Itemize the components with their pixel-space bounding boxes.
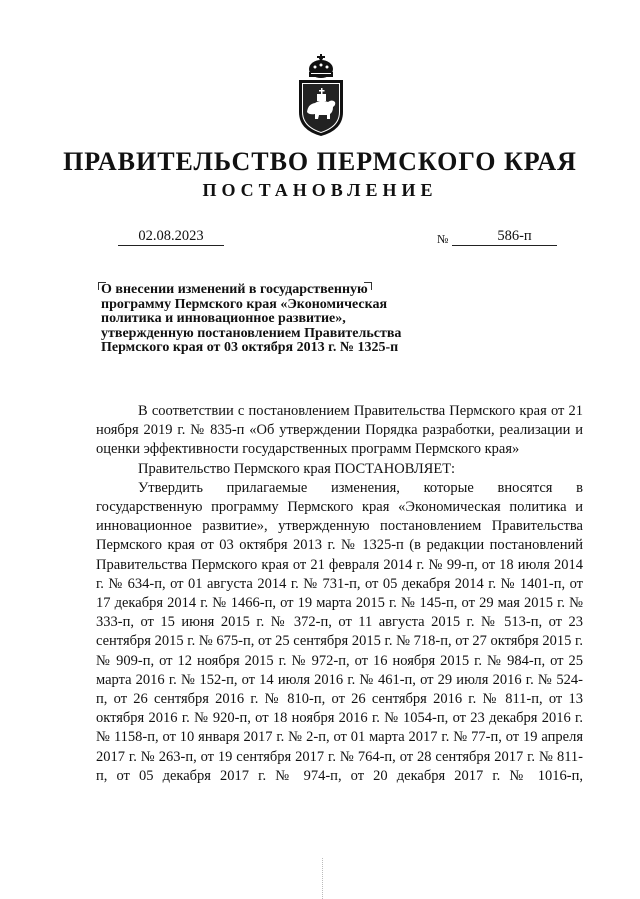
subject-line: Пермского края от 03 октября 2013 г. № 1325-п [101, 340, 399, 355]
page-fold-mark [322, 858, 323, 899]
coat-of-arms-emblem [295, 52, 347, 138]
government-title: ПРАВИТЕЛЬСТВО ПЕРМСКОГО КРАЯ [63, 147, 577, 176]
body-paragraph-preamble: В соответствии с постановлением Правительства Пермского края от 21 ноября 2019 г. № 835-п «Об утверждении Порядка разработки, реализации и оценки эффективности государственных программ Пермского края» [96, 403, 583, 458]
document-number-field [452, 228, 557, 246]
document-subject [101, 283, 401, 356]
document-date: 02.08.2023 [118, 228, 224, 246]
subject-line: программу Пермского края «Экономическая [101, 296, 388, 312]
subject-line: политика и инновационное развитие», [101, 311, 346, 326]
body-paragraph-resolves: Правительство Пермского края ПОСТАНОВЛЯЕТ: [138, 460, 456, 477]
number-sign: № [437, 232, 449, 246]
document-body [96, 402, 583, 786]
document-number: 586-п [497, 228, 532, 244]
subject-line: утвержденную постановлением Правительства [101, 325, 402, 341]
document-type: ПОСТАНОВЛЕНИЕ [202, 180, 438, 200]
subject-line: О внесении изменений в государственную [101, 282, 368, 297]
body-paragraph-approve: Утвердить прилагаемые изменения, которые вносятся в государственную программу Пермского края «Экономическая политика и инновационное развитие», утвержденную постановлением Правительства Пермского края от 03 октября 2013 г. № 1325-п (в редакции постановлений Правительства Пермского края от 21 февраля 2014 г. № 99-п, от 18 июля 2014 г. № 634-п, от 01 августа 2014 г. № 731-п, от 05 декабря 2014 г. № 1401-п, от 17 декабря 2014 г. № 1466-п, от 19 марта 2015 г. № 145-п, от 29 мая 2015 г. № 333-п, от 15 июня 2015 г. № 372-п, от 11 августа 2015 г. № 513-п, от 23 сентября 2015 г. № 675-п, от 25 сентября 2015 г. № 718-п, от 27 октября 2015 г. № 909-п, от 12 ноября 2015 г. № 972-п, от 16 ноября 2015 г. № 984-п, от 25 марта 2016 г. № 152-п, от 14 июля 2016 г. № 461-п, от 29 июля 2016 г. № 524-п, от 26 сентября 2016 г. № 810-п, от 26 сентября 2016 г. № 811-п, от 13 октября 2016 г. № 920-п, от 18 ноября 2016 г. № 1054-п, от 23 декабря 2016 г. № 1158-п, от 10 января 2017 г. № 2-п, от 01 марта 2017 г. № 77-п, от 19 апреля 2017 г. № 263-п, от 19 сентября 2017 г. № 764-п, от 28 сентября 2017 г. № 811-п, от 05 декабря 2017 г. № 974-п, от 20 декабря 2017 г. № 1016-п, [96, 479, 583, 784]
